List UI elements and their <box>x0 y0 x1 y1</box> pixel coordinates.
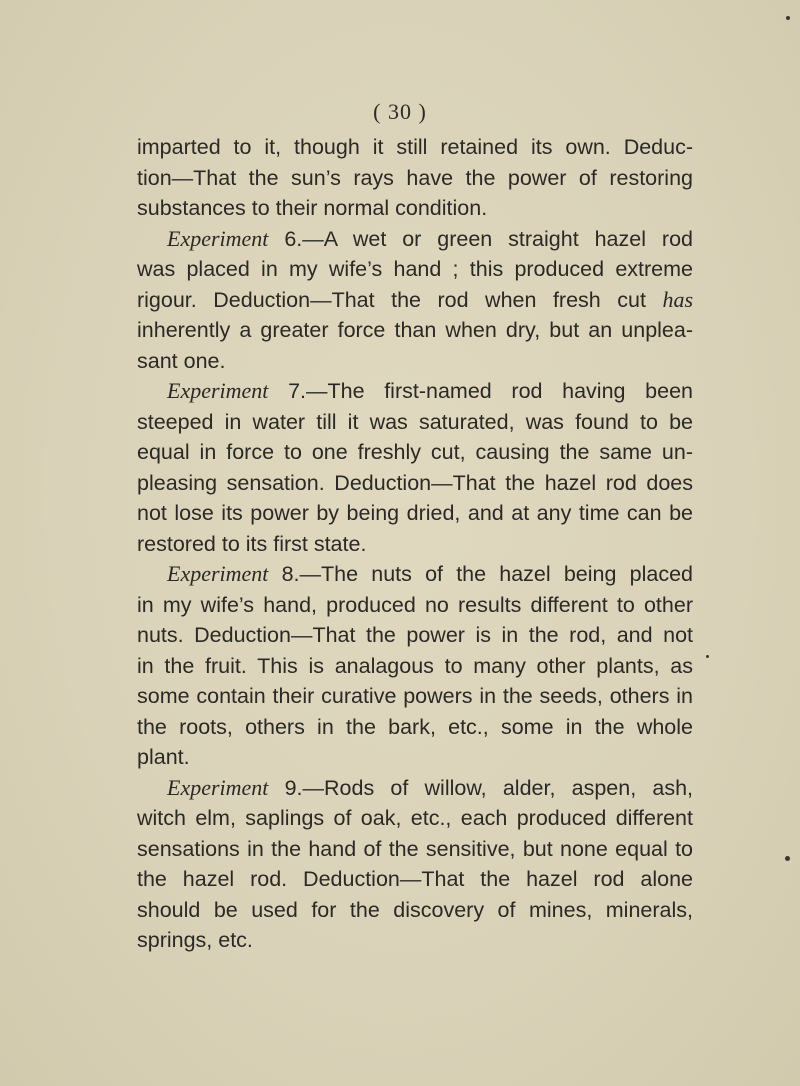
text-segment: 8.—The nuts of the hazel being placed <box>268 562 693 586</box>
experiment-label: Experiment <box>167 378 269 403</box>
experiment-label: Experiment <box>167 225 269 251</box>
text-segment: 7.—The first-named rod having been <box>268 379 693 403</box>
text-line: imparted to it, though it still retained its own. Deduc- <box>137 135 693 159</box>
text-segment: rigour. Deduction—That the rod when fresh cut <box>137 287 663 312</box>
text-line: not lose its power by being dried, and at any time can be <box>137 501 693 525</box>
text-line: steeped in water till it was saturated, was found to be <box>137 409 693 434</box>
paper-speck <box>785 856 790 861</box>
text-line: the hazel rod. Deduction—That the hazel rod alone <box>137 867 693 891</box>
body-text <box>137 132 693 956</box>
text-line: inherently a greater force than when dry, but an unplea- <box>137 318 693 342</box>
text-line: springs, etc. <box>137 928 253 952</box>
text-line: pleasing sensation. Deduction—That the hazel rod does <box>137 470 693 495</box>
text-segment: 9.—Rods of willow, alder, aspen, ash, <box>268 775 693 800</box>
text-line: sant one. <box>137 348 226 373</box>
text-line: the roots, others in the bark, etc., some in the whole <box>137 714 693 739</box>
text-line: equal in force to one freshly cut, causing the same un- <box>137 440 693 464</box>
text-line: plant. <box>137 745 190 769</box>
text-line: should be used for the discovery of mines, minerals, <box>137 897 693 922</box>
text-line: was placed in my wife’s hand ; this produced extreme <box>137 257 693 281</box>
text-line: in my wife’s hand, produced no results different to other <box>137 592 693 617</box>
italic-word: has <box>662 286 693 312</box>
text-line: some contain their curative powers in the seeds, others in <box>137 684 693 708</box>
experiment-label: Experiment <box>167 561 269 586</box>
text-line <box>137 224 693 255</box>
text-line: restored to its first state. <box>137 531 367 556</box>
text-line: in the fruit. This is analagous to many other plants, as <box>137 653 693 678</box>
text-line: substances to their normal condition. <box>137 196 488 220</box>
page-number: ( 30 ) <box>373 99 427 124</box>
text-line: sensations in the hand of the sensitive, but none equal to <box>137 836 693 861</box>
text-line <box>137 376 693 407</box>
text-line: witch elm, saplings of oak, etc., each produced different <box>137 806 693 830</box>
text-segment: 6.—A wet or green straight hazel rod <box>268 226 693 251</box>
text-line <box>137 559 693 590</box>
text-line <box>137 773 693 804</box>
paper-speck <box>786 16 790 20</box>
paper-speck <box>706 655 709 658</box>
text-line: nuts. Deduction—That the power is in the rod, and not <box>137 623 693 647</box>
experiment-label: Experiment <box>167 774 269 800</box>
text-line <box>137 285 693 316</box>
text-line: tion—That the sun’s rays have the power of restoring <box>137 165 693 190</box>
